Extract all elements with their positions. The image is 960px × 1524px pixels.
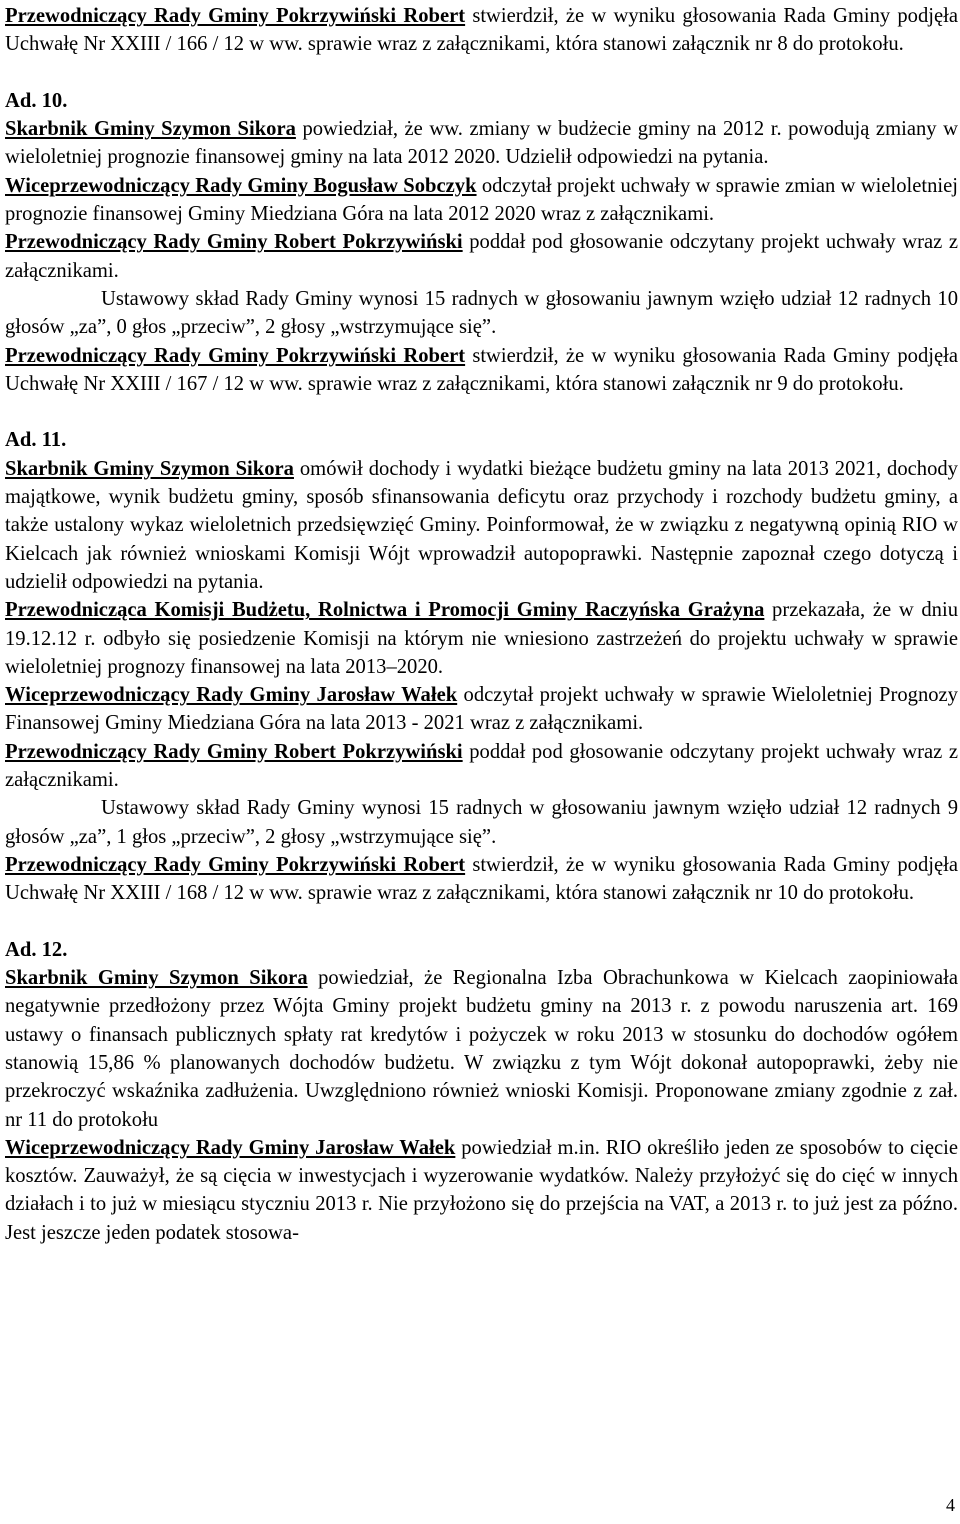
speaker-name: Skarbnik Gminy Szymon Sikora bbox=[5, 967, 308, 990]
minutes-paragraph bbox=[5, 115, 958, 172]
paragraph-text: stwierdził, że w wyniku głosowania Rada Gminy podjęła Uchwałę Nr XXIII / 166 / 12 w ww. sprawie wraz z załącznikami, która stanowi załącznik nr 8 do protokołu. bbox=[5, 5, 958, 56]
page-number: 4 bbox=[946, 1495, 955, 1515]
minutes-paragraph bbox=[5, 738, 958, 795]
paragraph-text: Ustawowy skład Rady Gminy wynosi 15 radnych w głosowaniu jawnym wzięło udział 12 radnych 10 głosów „za”, 0 głos „przeciw”, 2 głosy „wstrzymujące się”. bbox=[5, 287, 958, 339]
blank-line bbox=[5, 59, 958, 87]
paragraph-text: powiedział, że Regionalna Izba Obrachunkowa w Kielcach zaopiniowała negatywnie przedłożony przez Wójta Gminy projekt budżetu gminy na 2013 r. z powodu naruszenia art. 169 ustawy o finansach publicznych spłaty rat kredytów i pożyczek w roku 2013 w stosunku do dochodów ogółem stanowią 15,86 % planowanych dochodów budżetu. W związku z tym Wójt dokonał autopoprawki, żeby nie przekroczyć wskaźnika zadłużenia. Uwzględniono również wnioski Komisji. Proponowane zmiany zgodnie z zał. nr 11 do protokołu bbox=[5, 967, 958, 1131]
minutes-paragraph bbox=[5, 2, 958, 59]
agenda-heading: Ad. 10. bbox=[5, 89, 68, 112]
speaker-name: Przewodniczący Rady Gminy Pokrzywiński Robert bbox=[5, 5, 466, 27]
speaker-name: Przewodnicząca Komisji Budżetu, Rolnictwa i Promocji Gminy Raczyńska Grażyna bbox=[5, 599, 765, 622]
speaker-name: Przewodniczący Rady Gminy Robert Pokrzywiński bbox=[5, 231, 463, 254]
speaker-name: Wiceprzewodniczący Rady Gminy Jarosław Wałek bbox=[5, 684, 458, 707]
vote-result-paragraph bbox=[5, 794, 958, 851]
speaker-name: Wiceprzewodniczący Rady Gminy Bogusław Sobczyk bbox=[5, 174, 477, 197]
document-page bbox=[5, 2, 958, 1247]
speaker-name: Przewodniczący Rady Gminy Pokrzywiński Robert bbox=[5, 853, 466, 876]
paragraph-text: poddał pod głosowanie odczytany projekt uchwały wraz z załącznikami. bbox=[5, 740, 958, 792]
paragraph-text: omówił dochody i wydatki bieżące budżetu gminy na lata 2013 2021, dochody majątkowe, wynik budżetu gminy, sposób sfinansowania deficytu oraz przychody i rozchody budżetu gminy, a także ustalony wykaz wieloletnich przedsięwzięć Gminy. Poinformował, że w związku z negatywną opinią RIO w Kielcach jak również wnioskami Komisji Wójt wprowadził autopoprawki. Następnie zapoznał czego dotyczą i udzielił odpowiedzi na pytania. bbox=[5, 457, 958, 593]
paragraph-text: odczytał projekt uchwały w sprawie Wieloletniej Prognozy Finansowej Gminy Miedziana Góra na lata 2013 - 2021 wraz z załącznikami. bbox=[5, 684, 958, 735]
vote-result-paragraph bbox=[5, 285, 958, 342]
minutes-paragraph bbox=[5, 681, 958, 738]
paragraph-text: stwierdził, że w wyniku głosowania Rada Gminy podjęła Uchwałę Nr XXIII / 167 / 12 w ww. sprawie wraz z załącznikami, która stanowi załącznik nr 9 do protokołu. bbox=[5, 344, 958, 395]
minutes-paragraph bbox=[5, 172, 958, 229]
agenda-heading: Ad. 11. bbox=[5, 429, 67, 452]
paragraph-text: Ustawowy skład Rady Gminy wynosi 15 radnych w głosowaniu jawnym wzięło udział 12 radnych 9 głosów „za”, 1 głos „przeciw”, 2 głosy „wstrzymujące się”. bbox=[5, 797, 958, 848]
blank-line bbox=[5, 398, 958, 426]
paragraph-text: poddał pod głosowanie odczytany projekt uchwały wraz z załącznikami. bbox=[5, 231, 958, 282]
paragraph-text: powiedział, że ww. zmiany w budżecie gminy na 2012 r. powodują zmiany w wieloletniej prognozie finansowej gminy na lata 2012 2020. Udzielił odpowiedzi na pytania. bbox=[5, 118, 958, 169]
minutes-paragraph bbox=[5, 596, 958, 681]
minutes-paragraph bbox=[5, 964, 958, 1134]
paragraph-text: przekazała, że w dniu 19.12.12 r. odbyło się posiedzenie Komisji na którym nie wniesiono zastrzeżeń do projektu uchwały w sprawie wieloletniej prognozy finansowej na lata 2013–2020. bbox=[5, 599, 958, 678]
speaker-name: Skarbnik Gminy Szymon Sikora bbox=[5, 118, 296, 141]
paragraph-text: odczytał projekt uchwały w sprawie zmian w wieloletniej prognozie finansowej Gminy Miedziana Góra na lata 2012 2020 wraz z załącznikami. bbox=[5, 174, 958, 226]
minutes-paragraph bbox=[5, 455, 958, 596]
speaker-name: Przewodniczący Rady Gminy Pokrzywiński Robert bbox=[5, 344, 466, 367]
minutes-paragraph bbox=[5, 1134, 958, 1247]
speaker-name: Przewodniczący Rady Gminy Robert Pokrzywiński bbox=[5, 740, 463, 763]
minutes-paragraph bbox=[5, 228, 958, 285]
speaker-name: Skarbnik Gminy Szymon Sikora bbox=[5, 457, 294, 480]
minutes-paragraph bbox=[5, 851, 958, 908]
agenda-heading: Ad. 12. bbox=[5, 938, 68, 961]
speaker-name: Wiceprzewodniczący Rady Gminy Jarosław Wałek bbox=[5, 1136, 456, 1159]
paragraph-text: powiedział m.in. RIO określiło jeden ze sposobów to cięcie kosztów. Zauważył, że są cięcia w inwestycjach i wyzerowanie wydatków. Należy przyłożyć się do cięć w innych działach i to już w miesiącu styczniu 2013 r. Nie przyłożono się do przejścia na VAT, a 2013 r. to już jest za późno. Jest jeszcze jeden podatek stosowa- bbox=[5, 1136, 958, 1244]
paragraph-text: stwierdził, że w wyniku głosowania Rada Gminy podjęła Uchwałę Nr XXIII / 168 / 12 w ww. sprawie wraz z załącznikami, która stanowi załącznik nr 10 do protokołu. bbox=[5, 853, 958, 905]
minutes-paragraph bbox=[5, 342, 958, 399]
blank-line bbox=[5, 908, 958, 936]
